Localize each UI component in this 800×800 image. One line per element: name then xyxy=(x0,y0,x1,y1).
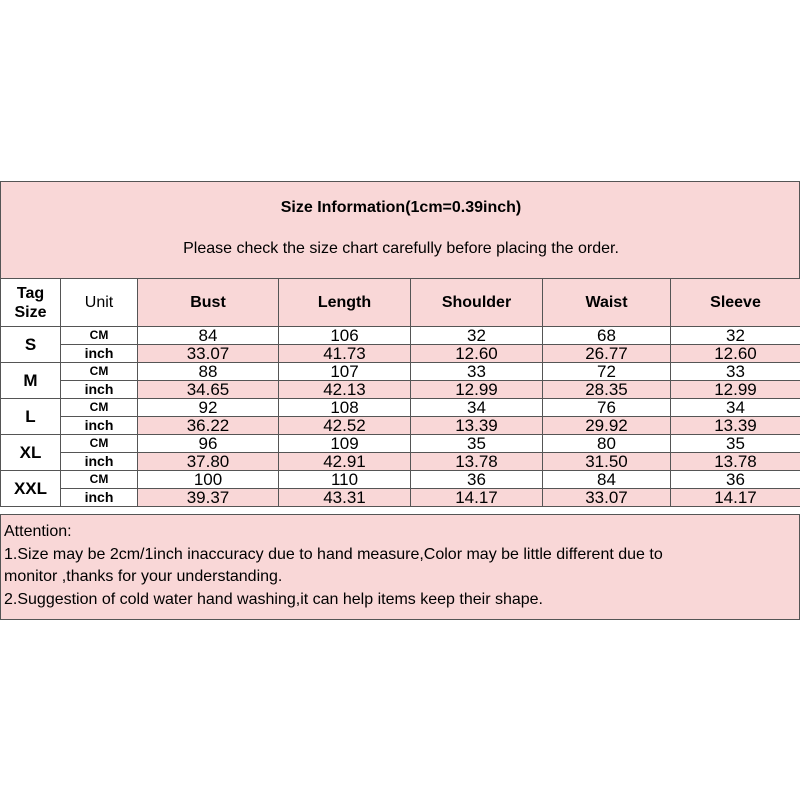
table-row xyxy=(1,417,800,435)
attention-line-1a: 1.Size may be 2cm/1inch inaccuracy due to hand measure,Color may be little different due to xyxy=(4,546,663,563)
col-header-tag-size: Tag Size xyxy=(1,279,61,327)
attention-line-1b: monitor ,thanks for your understanding. xyxy=(4,568,283,585)
size-info-header xyxy=(0,181,800,279)
tag-size-cell: S xyxy=(1,327,61,363)
unit-cm-cell: CM xyxy=(61,327,138,345)
inch-value-cell: 12.60 xyxy=(411,345,543,363)
cm-value-cell: 96 xyxy=(138,435,279,453)
cm-value-cell: 88 xyxy=(138,363,279,381)
unit-inch-cell: inch xyxy=(61,417,138,435)
inch-value-cell: 13.78 xyxy=(411,453,543,471)
cm-value-cell: 34 xyxy=(411,399,543,417)
inch-value-cell: 12.99 xyxy=(411,381,543,399)
inch-value-cell: 39.37 xyxy=(138,489,279,507)
unit-inch-cell: inch xyxy=(61,345,138,363)
cm-value-cell: 76 xyxy=(543,399,671,417)
cm-value-cell: 36 xyxy=(411,471,543,489)
col-header-length: Length xyxy=(279,279,411,327)
cm-value-cell: 33 xyxy=(411,363,543,381)
inch-value-cell: 42.13 xyxy=(279,381,411,399)
cm-value-cell: 109 xyxy=(279,435,411,453)
attention-line-2: 2.Suggestion of cold water hand washing,it can help items keep their shape. xyxy=(4,591,543,608)
col-header-sleeve: Sleeve xyxy=(671,279,800,327)
cm-value-cell: 36 xyxy=(671,471,800,489)
unit-inch-cell: inch xyxy=(61,489,138,507)
inch-value-cell: 14.17 xyxy=(411,489,543,507)
table-header-row xyxy=(1,279,800,327)
cm-value-cell: 34 xyxy=(671,399,800,417)
table-row xyxy=(1,453,800,471)
inch-value-cell: 36.22 xyxy=(138,417,279,435)
unit-cm-cell: CM xyxy=(61,363,138,381)
size-info-title: Size Information(1cm=0.39inch) xyxy=(280,199,522,216)
inch-value-cell: 43.31 xyxy=(279,489,411,507)
attention-note xyxy=(0,514,800,620)
size-chart xyxy=(0,181,800,619)
col-header-bust: Bust xyxy=(138,279,279,327)
cm-value-cell: 110 xyxy=(279,471,411,489)
inch-value-cell: 34.65 xyxy=(138,381,279,399)
table-row xyxy=(1,381,800,399)
table-row xyxy=(1,435,800,453)
inch-value-cell: 13.39 xyxy=(411,417,543,435)
unit-cm-cell: CM xyxy=(61,435,138,453)
attention-heading: Attention: xyxy=(4,523,72,540)
size-info-subtitle: Please check the size chart carefully before placing the order. xyxy=(183,240,619,257)
table-row xyxy=(1,363,800,381)
cm-value-cell: 32 xyxy=(411,327,543,345)
inch-value-cell: 41.73 xyxy=(279,345,411,363)
cm-value-cell: 32 xyxy=(671,327,800,345)
cm-value-cell: 108 xyxy=(279,399,411,417)
inch-value-cell: 33.07 xyxy=(543,489,671,507)
size-table xyxy=(0,278,800,507)
cm-value-cell: 107 xyxy=(279,363,411,381)
cm-value-cell: 35 xyxy=(671,435,800,453)
cm-value-cell: 80 xyxy=(543,435,671,453)
table-row xyxy=(1,471,800,489)
cm-value-cell: 84 xyxy=(138,327,279,345)
unit-inch-cell: inch xyxy=(61,453,138,471)
inch-value-cell: 13.78 xyxy=(671,453,800,471)
table-row xyxy=(1,489,800,507)
inch-value-cell: 14.17 xyxy=(671,489,800,507)
tag-size-cell: XL xyxy=(1,435,61,471)
cm-value-cell: 68 xyxy=(543,327,671,345)
col-header-shoulder: Shoulder xyxy=(411,279,543,327)
table-row xyxy=(1,399,800,417)
table-row xyxy=(1,345,800,363)
inch-value-cell: 31.50 xyxy=(543,453,671,471)
inch-value-cell: 13.39 xyxy=(671,417,800,435)
col-header-waist: Waist xyxy=(543,279,671,327)
inch-value-cell: 42.52 xyxy=(279,417,411,435)
cm-value-cell: 106 xyxy=(279,327,411,345)
inch-value-cell: 42.91 xyxy=(279,453,411,471)
tag-size-cell: L xyxy=(1,399,61,435)
cm-value-cell: 35 xyxy=(411,435,543,453)
inch-value-cell: 28.35 xyxy=(543,381,671,399)
inch-value-cell: 12.60 xyxy=(671,345,800,363)
col-header-unit: Unit xyxy=(61,279,138,327)
inch-value-cell: 33.07 xyxy=(138,345,279,363)
inch-value-cell: 12.99 xyxy=(671,381,800,399)
table-row xyxy=(1,327,800,345)
inch-value-cell: 37.80 xyxy=(138,453,279,471)
cm-value-cell: 92 xyxy=(138,399,279,417)
inch-value-cell: 29.92 xyxy=(543,417,671,435)
cm-value-cell: 84 xyxy=(543,471,671,489)
tag-size-cell: M xyxy=(1,363,61,399)
cm-value-cell: 33 xyxy=(671,363,800,381)
inch-value-cell: 26.77 xyxy=(543,345,671,363)
cm-value-cell: 72 xyxy=(543,363,671,381)
cm-value-cell: 100 xyxy=(138,471,279,489)
tag-size-cell: XXL xyxy=(1,471,61,507)
unit-inch-cell: inch xyxy=(61,381,138,399)
unit-cm-cell: CM xyxy=(61,471,138,489)
unit-cm-cell: CM xyxy=(61,399,138,417)
